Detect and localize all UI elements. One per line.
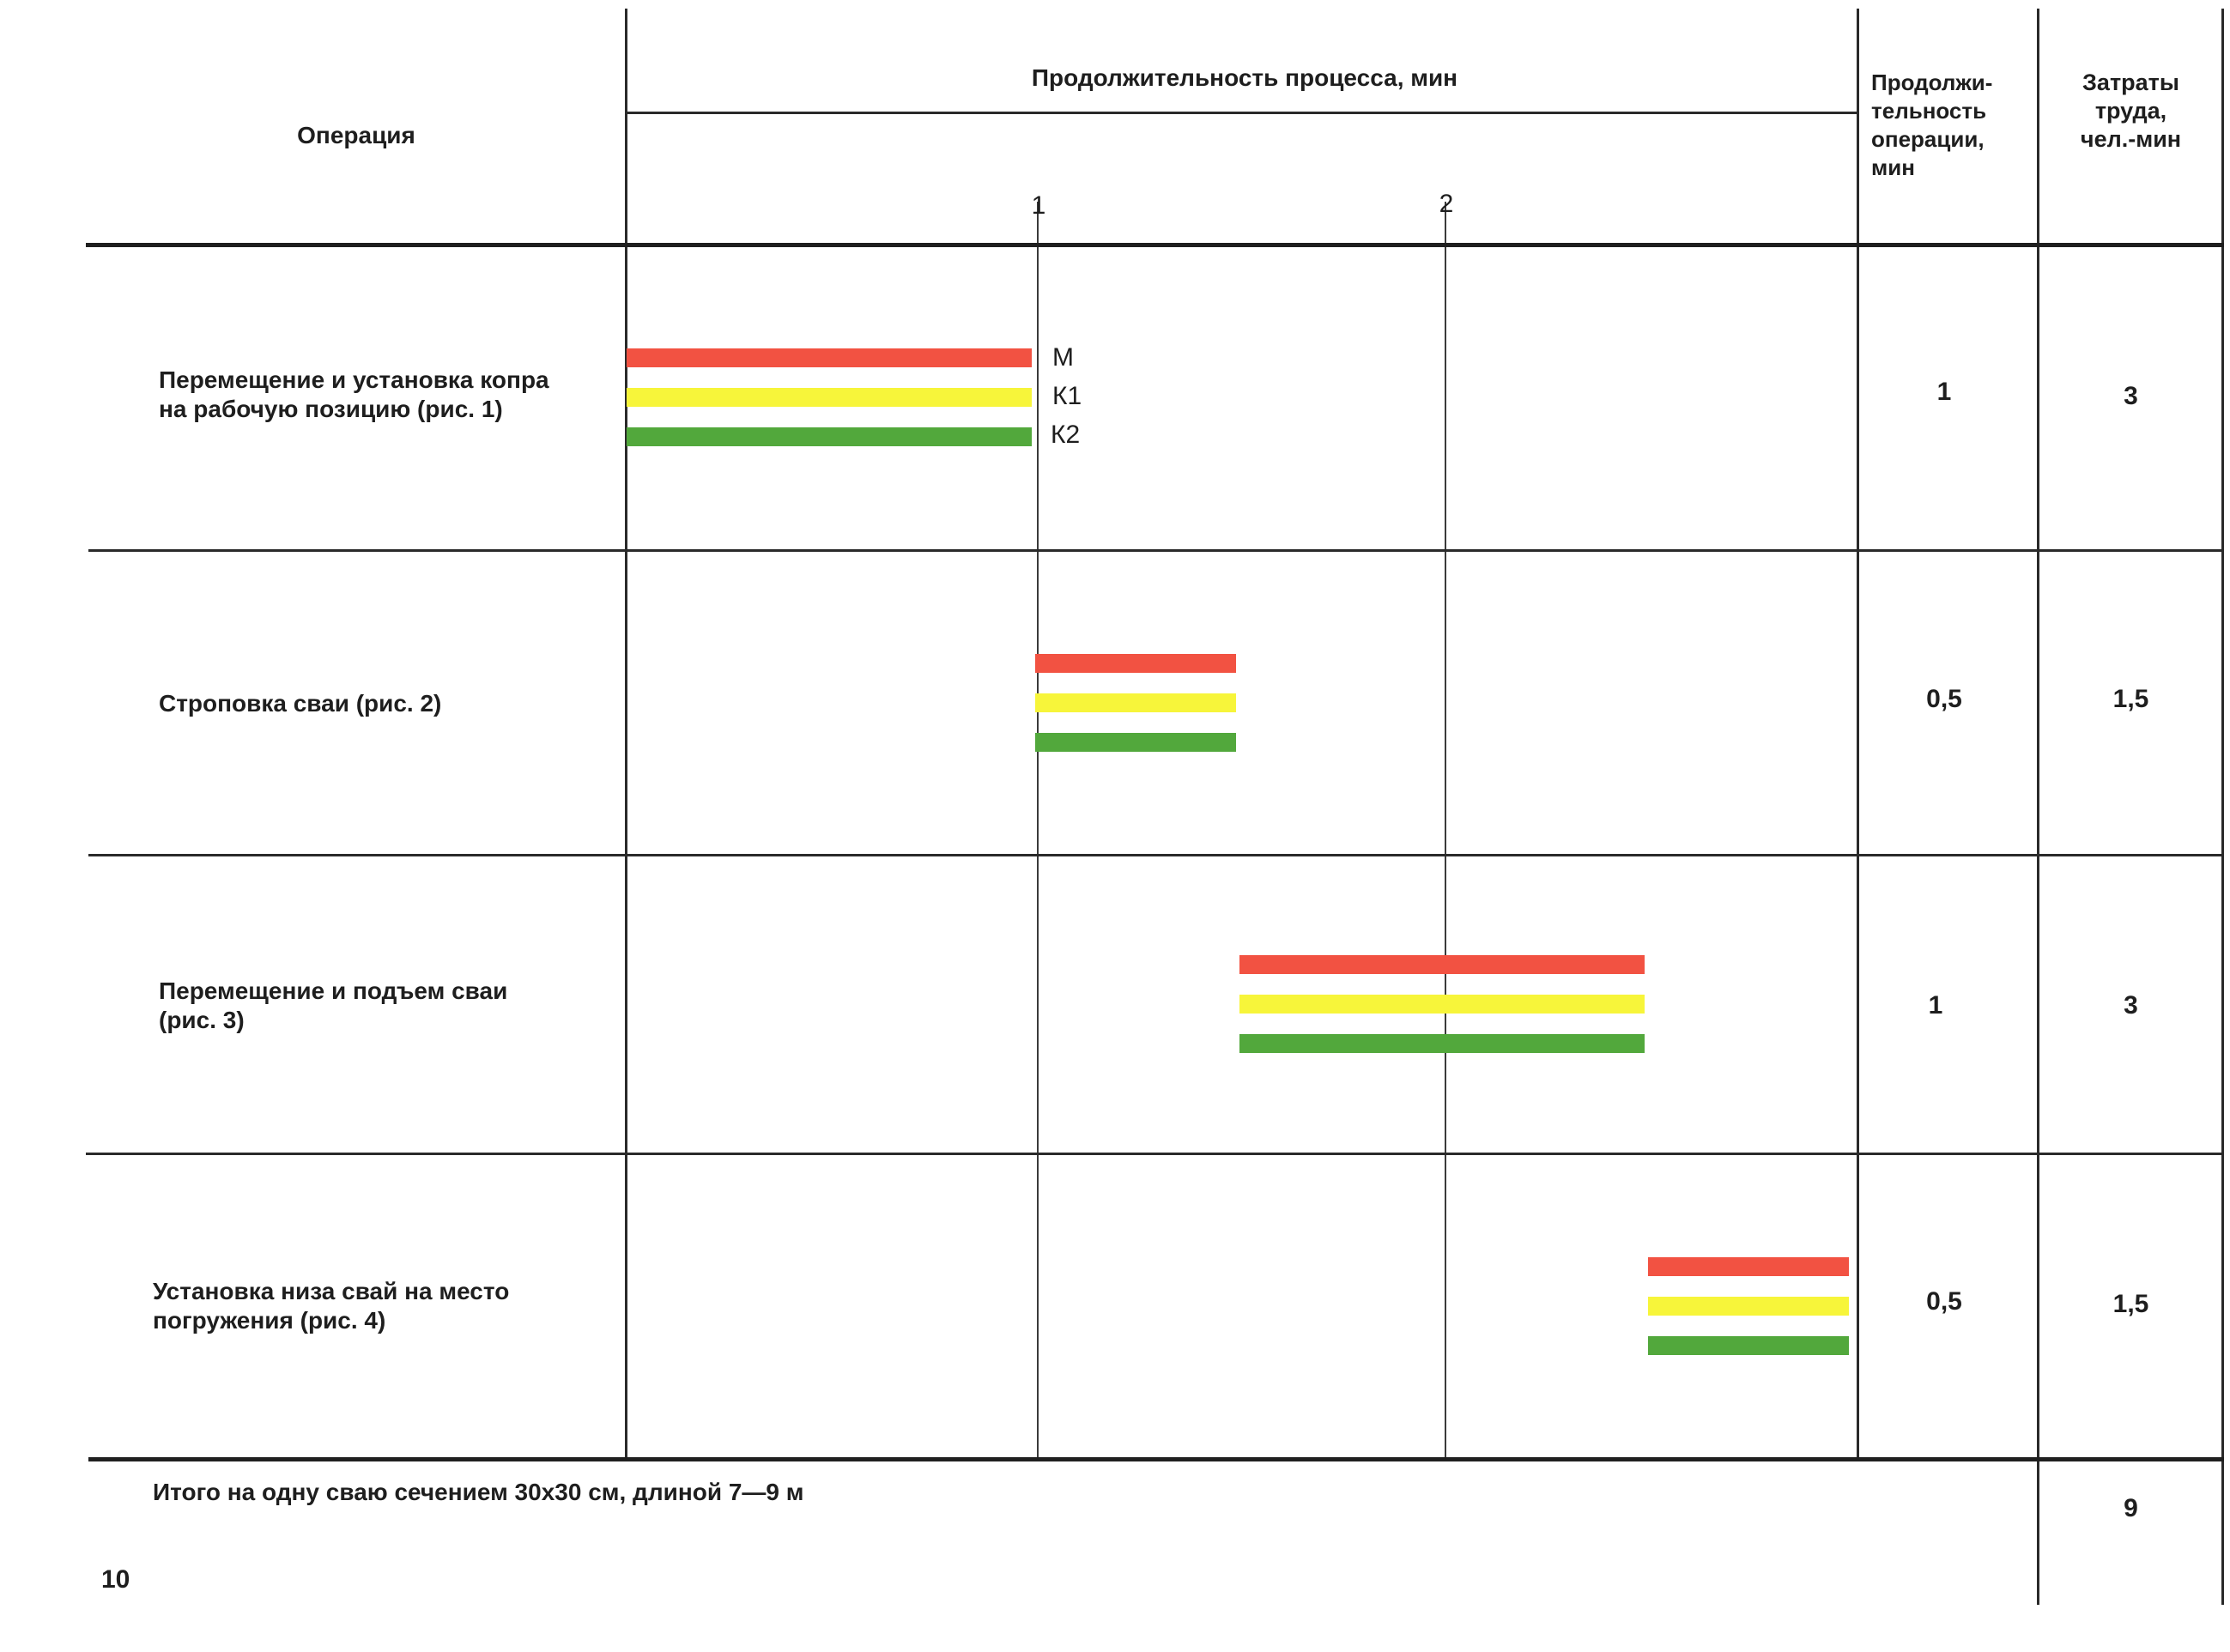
- header-operation: Операция: [297, 122, 415, 148]
- gantt-bar-row4-К1: [1648, 1297, 1849, 1316]
- page-number: 10: [101, 1565, 130, 1594]
- right-border: [2221, 9, 2224, 1605]
- column-divider-labor: [2037, 9, 2039, 1605]
- gantt-bar-row2-К2: [1035, 733, 1236, 752]
- header-process-duration: Продолжительность процесса, мин: [1031, 64, 1458, 91]
- duration-value-1: 1: [1936, 378, 1952, 406]
- gantt-bar-row2-К1: [1035, 693, 1236, 712]
- column-divider-duration: [1857, 9, 1859, 1459]
- row-divider-3: [86, 1153, 2224, 1155]
- gantt-bar-row1-К2: [627, 427, 1032, 446]
- operation-label-2: Строповка сваи (рис. 2): [159, 690, 442, 717]
- header-operation-duration: Продолжи- тельность операции, мин: [1871, 70, 1993, 180]
- total-label: Итого на одну сваю сечением 30х30 см, длиной 7—9 м: [153, 1479, 804, 1505]
- tick-label-1: 1: [1031, 191, 1046, 220]
- gantt-bar-row4-М: [1648, 1257, 1849, 1276]
- header-bottom-line: [86, 243, 2224, 247]
- total-labor-value: 9: [2124, 1494, 2138, 1522]
- row-divider-2: [88, 854, 2224, 856]
- header-subdivider: [625, 112, 1859, 114]
- tick-label-2: 2: [1439, 190, 1454, 218]
- gantt-bar-row3-М: [1239, 955, 1645, 974]
- labor-value-4: 1,5: [2112, 1290, 2149, 1318]
- gantt-bar-row3-К2: [1239, 1034, 1645, 1053]
- gridline-minute-1: [1037, 202, 1039, 1459]
- gridline-minute-2: [1445, 202, 1446, 1459]
- labor-value-3: 3: [2124, 991, 2138, 1020]
- gantt-bar-row2-М: [1035, 654, 1236, 673]
- labor-value-1: 3: [2124, 382, 2138, 410]
- operation-label-1: Перемещение и установка копра на рабочую позицию (рис. 1): [159, 366, 549, 422]
- gantt-bar-row1-К1: [627, 388, 1032, 407]
- duration-value-3: 1: [1928, 991, 1943, 1020]
- duration-value-2: 0,5: [1926, 685, 1962, 713]
- gantt-bar-row4-К2: [1648, 1336, 1849, 1355]
- duration-value-4: 0,5: [1926, 1287, 1962, 1316]
- labor-value-2: 1,5: [2112, 685, 2149, 713]
- gantt-bar-row1-М: [627, 348, 1032, 367]
- crew-label-k1: К1: [1052, 382, 1082, 410]
- operation-label-3: Перемещение и подъем сваи (рис. 3): [159, 977, 508, 1033]
- operation-label-4: Установка низа свай на место погружения (рис. 4): [153, 1278, 510, 1334]
- header-labor: Затраты труда, чел.-мин: [2080, 70, 2182, 152]
- crew-label-m: М: [1052, 343, 1074, 372]
- gantt-bar-row3-К1: [1239, 995, 1645, 1014]
- crew-label-k2: К2: [1051, 421, 1081, 449]
- row-divider-1: [88, 549, 2224, 552]
- table-bottom-line: [88, 1457, 2224, 1461]
- column-divider-operation: [625, 9, 627, 1459]
